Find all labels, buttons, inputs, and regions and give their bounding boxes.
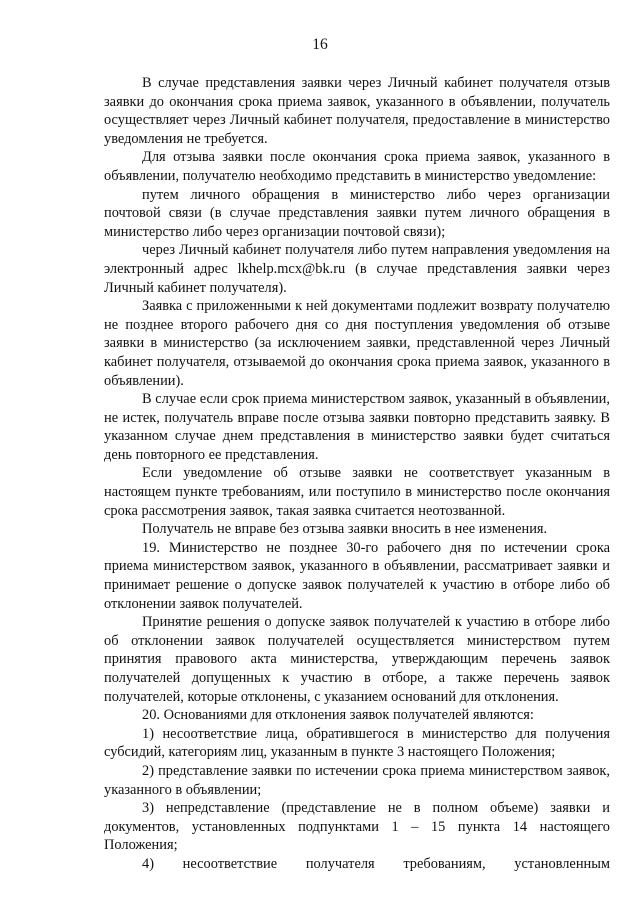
paragraph-no-changes: Получатель не вправе без отзыва заявки вносить в нее изменения. [142,521,548,538]
paragraph-item-19: 19. Министерство не позднее 30-го рабочего дня по истечении срока приема министерством заявок, указанного в объявлении, рассматривает заявки и принимает решение о допуске заявок получателей к участию в отборе либо об отклонении заявок получателей. [104,539,610,612]
list-item-1: 1) несоответствие лица, обратившегося в министерство для получения субсидий, категориям лиц, указанным в пункте 3 настоящего Положения; [104,725,610,761]
paragraph-cabinet-or-email: через Личный кабинет получателя либо путем направления уведомления на электронный адрес lkhelp.mcx@bk.ru (в случае представления заявки через Личный кабинет получателя). [104,242,610,296]
paragraph-decision-act: Принятие решения о допуске заявок получателей к участию в отборе либо об отклонении заявок получателей осуществляется министерством путем принятия правового акта министерства, утверждающим перечень заявок получателей допущенных к участию в отборе, а также перечень заявок получателей, которые отклонены, с указанием оснований для отклонения. [104,614,610,705]
paragraph-non-compliant-notice: Если уведомление об отзыве заявки не соответствует указанным в настоящем пункте требованиям, или поступило в министерство после окончания срока рассмотрения заявок, такая заявка считается неотозванной. [104,465,610,519]
document-body [104,74,610,874]
list-item-3: 3) непредставление (представление не в полном объеме) заявки и документов, установленных подпунктами 1 – 15 пункта 14 настоящего Положения; [104,800,610,854]
paragraph-withdrawal-via-cabinet: В случае представления заявки через Личный кабинет получателя отзыв заявки до окончания срока приема заявок, указанного в объявлении, получатель осуществляет через Личный кабинет получателя, предоставление в министерство уведомления не требуется. [104,75,610,147]
paragraph-return-of-application: Заявка с приложенными к ней документами подлежит возврату получателю не позднее второго рабочего дня со дня поступления уведомления об отзыве заявки в министерство (за исключением заявки, представленной через Личный кабинет получателя, отзываемой до окончания срока приема заявок, указанного в объявлении). [104,298,610,389]
paragraph-resubmission: В случае если срок приема министерством заявок, указанный в объявлении, не истек, получатель вправе после отзыва заявки повторно представить заявку. В указанном случае днем представления в министерство заявки будет считаться день повторного ее представления. [104,391,610,463]
paragraph-personal-or-postal: путем личного обращения в министерство либо через организации почтовой связи (в случае представления заявки путем личного обращения в министерство либо через организации почтовой связи); [104,186,610,240]
paragraph-withdrawal-after-deadline: Для отзыва заявки после окончания срока приема заявок, указанного в объявлении, получателю необходимо представить в министерство уведомление: [104,149,610,184]
page-number: 16 [312,36,328,53]
paragraph-item-20: 20. Основаниями для отклонения заявок получателей являются: [142,707,534,724]
list-item-4: 4) несоответствие получателя требованиям, установленным [142,855,610,872]
list-item-2: 2) представление заявки по истечении срока приема министерством заявок, указанного в объявлении; [104,762,610,798]
